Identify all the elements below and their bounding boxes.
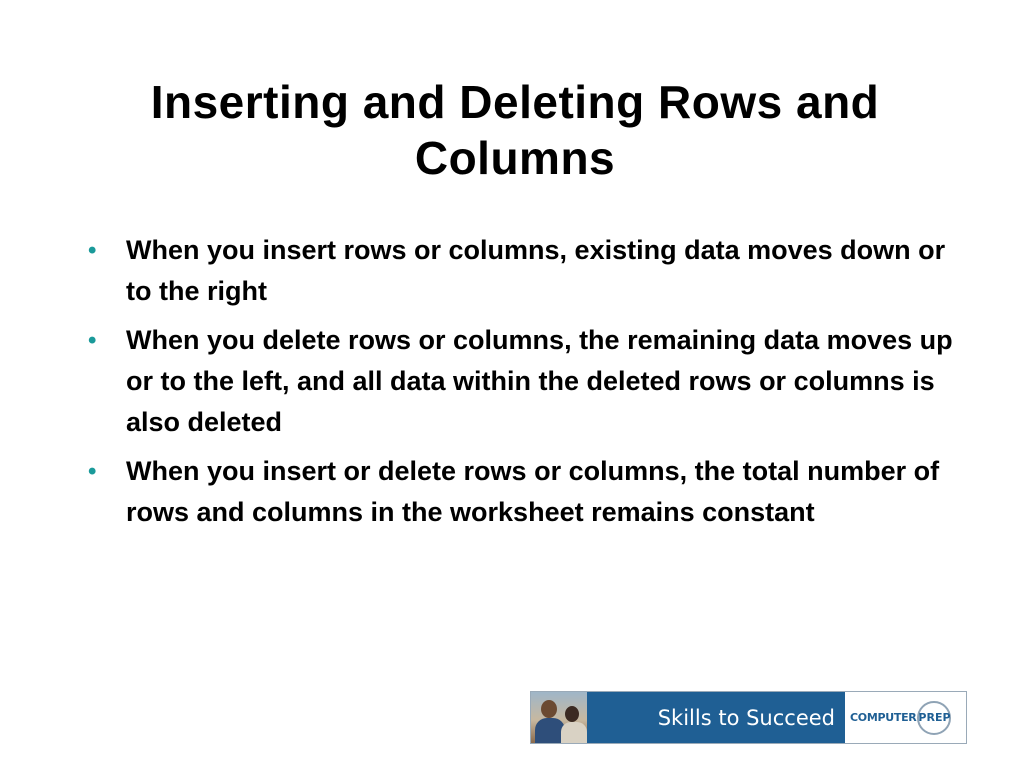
bullet-icon: • <box>88 327 97 354</box>
bullet-text: When you delete rows or columns, the remaining data moves up or to the left, and all data within the deleted rows or columns is also deleted <box>126 325 953 437</box>
bullet-item <box>88 320 968 443</box>
bullet-text: When you insert rows or columns, existing data moves down or to the right <box>126 235 946 306</box>
bullet-list <box>88 230 968 541</box>
logo-prep-circle-icon <box>917 701 951 735</box>
slide-title: Inserting and Deleting Rows and Columns <box>150 76 880 184</box>
people-photo-icon <box>531 692 587 743</box>
computer-prep-logo <box>845 692 966 743</box>
logo-text-computer: COMPUTER <box>850 711 917 724</box>
footer-banner <box>530 691 967 744</box>
banner-tagline: Skills to Succeed <box>657 705 835 730</box>
bullet-icon: • <box>88 458 97 485</box>
bullet-item <box>88 451 968 533</box>
bullet-text: When you insert or delete rows or columns, the total number of rows and columns in the worksheet remains constant <box>126 456 940 527</box>
bullet-icon: • <box>88 237 97 264</box>
logo-text-prep: PREP <box>918 711 951 724</box>
banner-tagline-area <box>587 692 845 743</box>
bullet-item <box>88 230 968 312</box>
